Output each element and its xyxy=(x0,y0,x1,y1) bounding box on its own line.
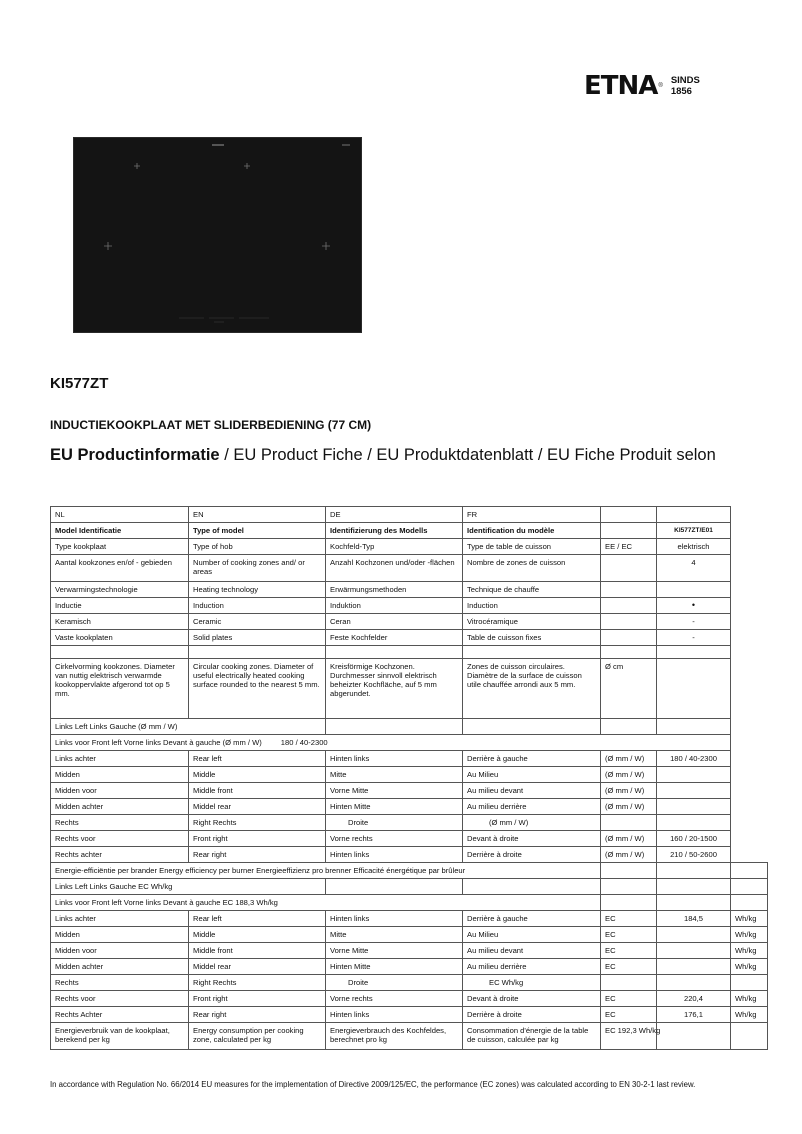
table-row: Midden voor Middle front Vorne Mitte Au milieu devant (Ø mm / W) xyxy=(51,783,768,799)
table-row: Links voor Front left Vorne links Devant à gauche (Ø mm / W) 180 / 40-2300 xyxy=(51,735,768,751)
header-de: DE xyxy=(326,507,463,523)
product-fiche-table xyxy=(50,506,768,1050)
table-row: Midden achter Middel rear Hinten Mitte Au milieu derrière (Ø mm / W) xyxy=(51,799,768,815)
table-row: Type kookplaat Type of hob Kochfeld-Typ Type de table de cuisson EE / EC elektrisch xyxy=(51,539,768,555)
table-row: Rechts Right Rechts Droite (Ø mm / W) xyxy=(51,815,768,831)
table-row: Rechts voor Front right Vorne rechts Devant à droite EC 220,4 Wh/kg xyxy=(51,991,768,1007)
table-row: Links achter Rear left Hinten links Derrière à gauche EC 184,5 Wh/kg xyxy=(51,911,768,927)
product-subtitle: INDUCTIEKOOKPLAAT MET SLIDERBEDIENING (77 CM) xyxy=(50,418,372,432)
header-en: EN xyxy=(189,507,326,523)
table-row: Rechts voor Front right Vorne rechts Devant à droite (Ø mm / W) 160 / 20-1500 xyxy=(51,831,768,847)
table-row: Keramisch Ceramic Ceran Vitrocéramique - xyxy=(51,614,768,630)
bullet-icon: • xyxy=(657,598,731,614)
table-row: Energie-efficiëntie per brander Energy efficiency per burner Energieeffizienz pro brenner Efficacité énergétique par brûleur xyxy=(51,863,768,879)
table-row: Midden achter Middel rear Hinten Mitte Au milieu derrière EC Wh/kg xyxy=(51,959,768,975)
table-header-row xyxy=(51,507,768,523)
headline-bold: EU Productinformatie xyxy=(50,446,220,464)
table-row: Rechts Achter Rear right Hinten links Derrière à droite EC 176,1 Wh/kg xyxy=(51,1007,768,1023)
regulation-footnote: In accordance with Regulation No. 66/2014 EU measures for the implementation of Directive 2009/125/EC, the performance (EC zones) was calculated according to EN 30-2-1 last review. xyxy=(50,1080,696,1089)
table-row: Midden Middle Mitte Au Milieu (Ø mm / W) xyxy=(51,767,768,783)
table-row: Links voor Front left Vorne links Devant à gauche EC 188,3 Wh/kg xyxy=(51,895,768,911)
registered-icon: ® xyxy=(658,83,663,89)
header-nl: NL xyxy=(51,507,189,523)
table-row: Links achter Rear left Hinten links Derrière à gauche (Ø mm / W) 180 / 40-2300 xyxy=(51,751,768,767)
table-row: Midden Middle Mitte Au Milieu EC Wh/kg xyxy=(51,927,768,943)
table-row: Aantal kookzones en/of - gebieden Number of cooking zones and/ or areas Anzahl Kochzonen und/oder -flächen Nombre de zones de cuisson 4 xyxy=(51,555,768,582)
table-row: Model Identificatie Type of model Identifizierung des Modells Identification du modèle KI577ZT/E01 xyxy=(51,523,768,539)
table-row: Midden voor Middle front Vorne Mitte Au milieu devant EC Wh/kg xyxy=(51,943,768,959)
table-row: Rechts Right Rechts Droite EC Wh/kg xyxy=(51,975,768,991)
model-id-value: KI577ZT/E01 xyxy=(657,523,731,539)
model-number: KI577ZT xyxy=(50,375,109,392)
table-row: Links Left Links Gauche (Ø mm / W) xyxy=(51,719,768,735)
table-row: Verwarmingstechnologie Heating technology Erwärmungsmethoden Technique de chauffe xyxy=(51,582,768,598)
table-row: Links Left Links Gauche EC Wh/kg xyxy=(51,879,768,895)
header-fr: FR xyxy=(463,507,601,523)
product-photo xyxy=(73,137,362,333)
logo-wordmark: ETNA xyxy=(584,71,658,101)
table-row: Rechts achter Rear right Hinten links Derrière à droite (Ø mm / W) 210 / 50-2600 xyxy=(51,847,768,863)
page-headline xyxy=(50,446,716,465)
table-row: Cirkelvorming kookzones. Diameter van nuttig elektrisch verwarmde kookoppervlakte afgerond tot op 5 mm. Circular cooking zones. Diameter of useful electrically heated cooking surface rounded to the nearest 5 mm. Kreisförmige Kochzonen. Durchmesser sinnvoll elektrisch beheizter Kochfläche, auf 5 mm abgerundet. Zones de cuisson circulaires. Diamètre de la surface de cuisson utile chauffée arrondi aux 5 mm. Ø cm xyxy=(51,659,768,719)
logo-tagline-2: 1856 xyxy=(670,86,692,97)
brand-logo xyxy=(584,68,754,104)
table-row: Inductie Induction Induktion Induction • xyxy=(51,598,768,614)
headline-rest: / EU Product Fiche / EU Produktdatenblatt / EU Fiche Produit selon xyxy=(219,446,716,464)
table-row: Vaste kookplaten Solid plates Feste Kochfelder Table de cuisson fixes - xyxy=(51,630,768,646)
logo-tagline xyxy=(671,75,700,97)
logo-tagline-1: SINDS xyxy=(670,75,700,86)
table-row: Energieverbruik van de kookplaat, berekend per kg Energy consumption per cooking zone, calculated per kg Energieverbrauch des Kochfeldes, berechnet pro kg Consommation d'énergie de la table de cuisson, calculée par kg EC 192,3 Wh/kg xyxy=(51,1023,768,1050)
table-row xyxy=(51,646,768,659)
